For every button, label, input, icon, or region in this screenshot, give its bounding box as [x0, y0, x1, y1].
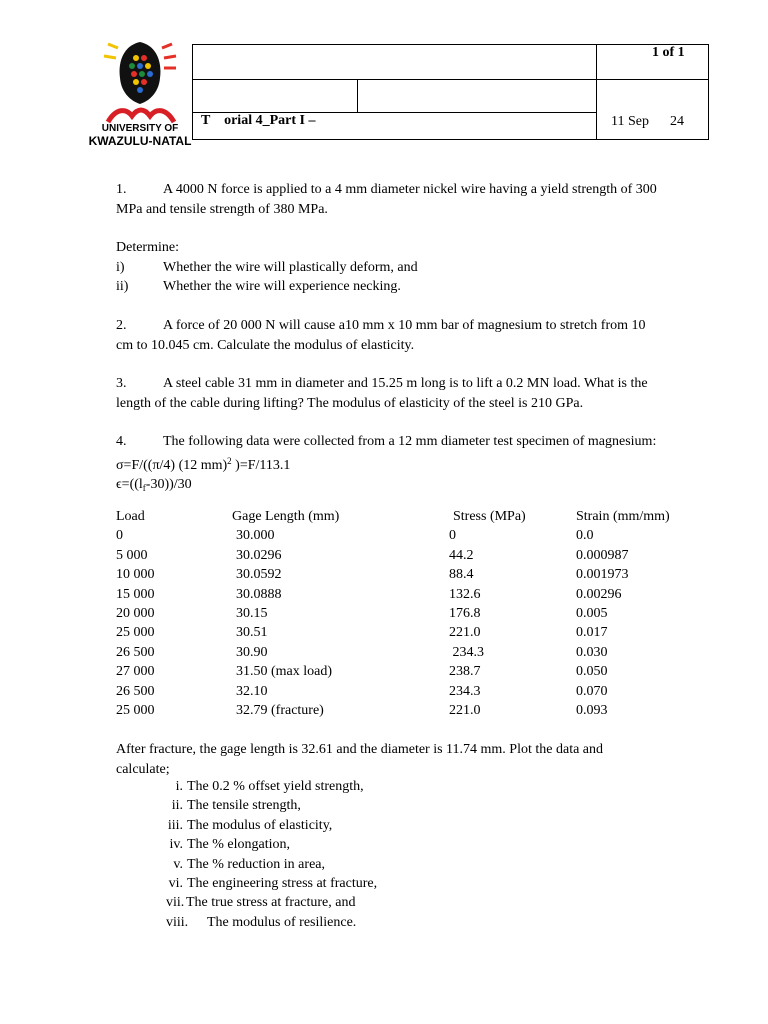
- table-cell: 88.4: [449, 567, 474, 583]
- sub-item-number: ii): [116, 279, 129, 294]
- table-cell: 0.00296: [576, 586, 622, 602]
- table-header-cell: Stress (MPa): [453, 509, 526, 524]
- table-cell: 30.0888: [236, 586, 282, 602]
- list-item-number: ii.: [171, 798, 183, 814]
- table-cell: 0.050: [576, 664, 608, 680]
- list-item-number: v.: [173, 856, 183, 872]
- question-number: 2.: [116, 318, 127, 333]
- table-header-cell: Gage Length (mm): [232, 509, 340, 524]
- table-cell: 0.017: [576, 625, 608, 641]
- list-item-text: The % reduction in area,: [187, 856, 325, 872]
- table-header-cell: Load: [116, 509, 145, 524]
- logo-university-of: UNIVERSITY OF: [101, 123, 179, 134]
- after-fracture-text: After fracture, the gage length is 32.61 and the diameter is 11.74 mm. Plot the data and calculate;: [116, 742, 604, 777]
- list-item-number: vii.: [166, 895, 185, 911]
- table-cell: 221.0: [449, 625, 481, 641]
- question-text: MPa and tensile strength of 380 MPa.: [116, 201, 328, 217]
- question-number: 1.: [116, 182, 127, 197]
- sub-item: [116, 258, 716, 278]
- table-cell: 25 000: [116, 625, 155, 641]
- sub-item-number: i): [116, 260, 125, 275]
- question-number: 3.: [116, 376, 127, 391]
- list-item-number: iv.: [169, 837, 183, 853]
- header-border-inner: [357, 79, 358, 112]
- header-border-left: [192, 44, 193, 140]
- strain-formula: $\epsilon=((l_f-30))/30$: [116, 477, 192, 493]
- tutorial-title: T orial 4_Part I –: [201, 113, 316, 128]
- question-3: [116, 374, 716, 413]
- header-border-mid: [192, 79, 596, 80]
- table-cell: 44.2: [449, 547, 474, 563]
- list-item-text: The true stress at fracture, and: [186, 895, 356, 911]
- header-border-right: [708, 44, 709, 140]
- table-cell: 26 500: [116, 683, 155, 699]
- table-cell: 32.79 (fracture): [236, 703, 324, 718]
- list-item-text: The % elongation,: [187, 837, 291, 853]
- logo-emblem-icon: [88, 38, 192, 126]
- table-cell: 5 000: [116, 547, 148, 563]
- table-cell: 0.070: [576, 683, 608, 699]
- table-cell: 27 000: [116, 664, 155, 680]
- table-cell: 30.15: [236, 606, 268, 621]
- header-border-mid-right: [596, 79, 709, 80]
- table-cell: 30.000: [236, 528, 275, 544]
- table-cell: 221.0: [449, 703, 481, 718]
- table-cell: 238.7: [449, 664, 481, 680]
- list-item-number: i.: [175, 779, 183, 794]
- header-border-bottom: [192, 139, 709, 140]
- table-cell: 15 000: [116, 586, 155, 602]
- table-cell: 0: [116, 528, 123, 544]
- list-item-text: The modulus of elasticity,: [187, 817, 333, 833]
- table-cell: 0.000987: [576, 547, 629, 563]
- header-border-right-col: [596, 44, 597, 140]
- table-cell: 132.6: [449, 586, 481, 602]
- table-cell: 30.0296: [236, 547, 282, 563]
- table-cell: 234.3: [449, 644, 484, 660]
- header-date: 11 Sep 24: [611, 114, 684, 129]
- question-text: The following data were collected from a 12 mm diameter test specimen of magnesium:: [163, 434, 657, 449]
- table-cell: 32.10: [236, 683, 268, 699]
- page-number: 1 of 1: [652, 45, 685, 60]
- logo-kwazulu-natal: KWAZULU-NATAL: [88, 134, 192, 148]
- list-item-text: The tensile strength,: [187, 798, 301, 814]
- sub-item: [116, 277, 716, 297]
- table-cell: 31.50 (max load): [236, 664, 333, 680]
- table-cell: 0.005: [576, 606, 608, 621]
- question-1: [116, 180, 716, 219]
- table-cell: 176.8: [449, 606, 481, 621]
- question-text: A force of 20 000 N will cause a10 mm x 10 mm bar of magnesium to stretch from 10: [163, 318, 646, 333]
- question-number: 4.: [116, 434, 127, 449]
- table-cell: 25 000: [116, 703, 155, 718]
- question-text: A 4000 N force is applied to a 4 mm diameter nickel wire having a yield strength of 300: [163, 182, 657, 197]
- table-cell: 20 000: [116, 606, 155, 621]
- list-item-number: vi.: [168, 876, 183, 891]
- table-cell: 30.0592: [236, 567, 282, 583]
- table-cell: 26 500: [116, 644, 155, 660]
- question-text: length of the cable during lifting? The modulus of elasticity of the steel is 210 GPa.: [116, 395, 584, 411]
- table-cell: 0.093: [576, 703, 608, 718]
- sub-item-text: Whether the wire will plastically deform, and: [163, 260, 418, 275]
- table-cell: 0.030: [576, 644, 608, 660]
- question-4: [116, 432, 716, 499]
- list-item-number: iii.: [167, 817, 183, 833]
- table-cell: 234.3: [449, 683, 481, 699]
- table-cell: 30.51: [236, 625, 268, 641]
- determine-label: Determine:: [116, 240, 179, 255]
- question-text: cm to 10.045 cm. Calculate the modulus of elasticity.: [116, 337, 415, 353]
- table-header-cell: Strain (mm/mm): [576, 509, 670, 524]
- list-item-number: viii.: [166, 914, 189, 930]
- header-border-top: [192, 44, 709, 45]
- table-cell: 0.001973: [576, 567, 629, 583]
- table-cell: 30.90: [236, 644, 268, 660]
- list-item-text: The modulus of resilience.: [207, 914, 357, 930]
- question-2: [116, 316, 716, 355]
- stress-formula: σ=F/((π/4) (12 mm)$^2$ )=F/113.1: [116, 455, 291, 473]
- list-item-text: The engineering stress at fracture,: [187, 876, 378, 891]
- table-cell: 10 000: [116, 567, 155, 583]
- list-item-text: The 0.2 % offset yield strength,: [187, 779, 364, 794]
- question-text: A steel cable 31 mm in diameter and 15.25 m long is to lift a 0.2 MN load. What is the: [163, 376, 648, 391]
- table-cell: 0.0: [576, 528, 594, 544]
- sub-item-text: Whether the wire will experience necking.: [163, 279, 401, 294]
- table-cell: 0: [449, 528, 456, 544]
